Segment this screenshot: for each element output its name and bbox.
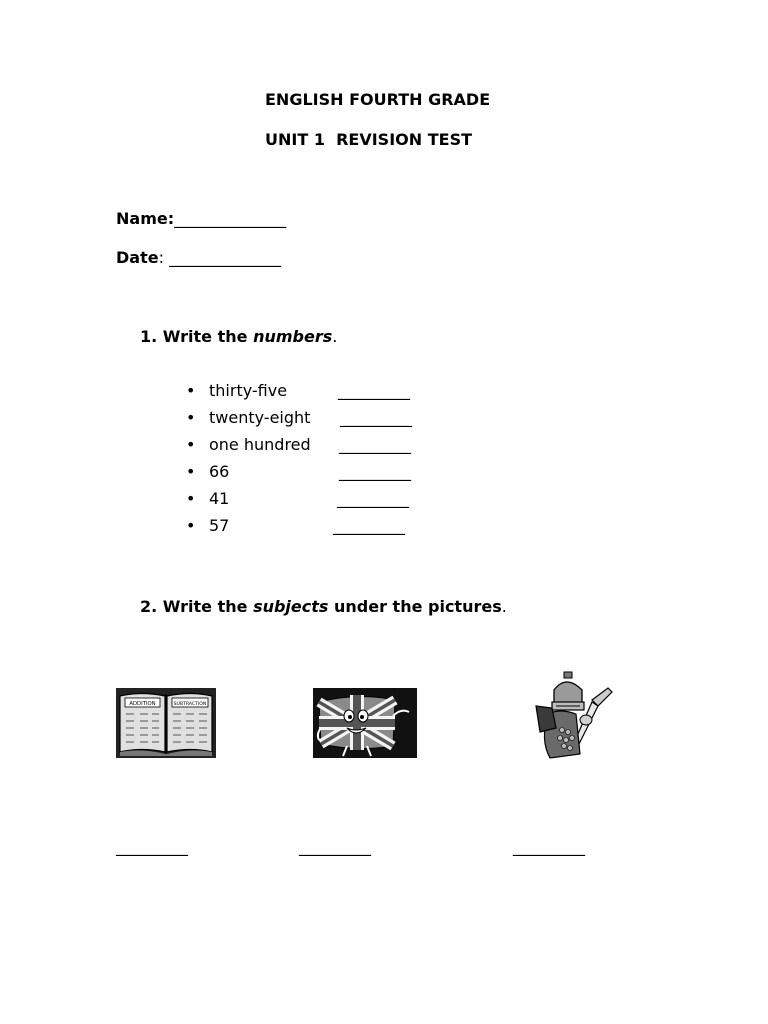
question-2-period: . [501, 597, 507, 616]
bullet: • [186, 462, 196, 481]
question-1-period: . [332, 327, 338, 346]
list-item [186, 381, 410, 400]
name-blank: ______________ [174, 209, 287, 228]
addition-page-label: ADDITION [129, 701, 156, 707]
date-field [116, 248, 281, 267]
question-2-text: Write the [157, 597, 254, 616]
item-label: 66 [209, 462, 230, 481]
bullet: • [186, 408, 196, 427]
item-label: thirty-five [209, 381, 288, 400]
list-item [186, 435, 411, 454]
bullet: • [186, 435, 196, 454]
question-1-keyword: numbers [253, 327, 333, 346]
answer-blank-3: _________ [513, 837, 585, 856]
bullet: • [186, 489, 196, 508]
math-book-icon [116, 688, 216, 758]
question-2-keyword: subjects [253, 597, 329, 616]
answer-blank: _________ [339, 462, 411, 481]
answer-blank: _________ [340, 408, 412, 427]
item-label: twenty-eight [209, 408, 311, 427]
answer-blank: _________ [339, 435, 411, 454]
date-blank: ______________ [169, 248, 282, 267]
page-title: ENGLISH FOURTH GRADE [265, 90, 491, 109]
answer-blank-2: _________ [299, 837, 371, 856]
question-2 [140, 597, 507, 616]
item-label: 41 [209, 489, 230, 508]
answer-blank: _________ [333, 516, 405, 535]
list-item [186, 516, 405, 535]
date-label: Date [116, 248, 159, 267]
question-2-number: 2. [140, 597, 158, 616]
british-flag-icon [313, 688, 417, 758]
subtraction-page-label: SUBTRACTION [173, 702, 207, 707]
name-field [116, 209, 286, 228]
question-1 [140, 327, 337, 346]
name-label: Name: [116, 209, 175, 228]
list-item [186, 408, 412, 427]
knight-history-icon [530, 670, 616, 760]
bullet: • [186, 516, 196, 535]
answer-blank: _________ [338, 381, 410, 400]
question-1-number: 1. [140, 327, 158, 346]
question-2-text-end: under the pictures [328, 597, 502, 616]
answer-blank-1: _________ [116, 837, 188, 856]
question-1-text: Write the [157, 327, 254, 346]
date-colon: : [158, 248, 170, 267]
answer-blank: _________ [337, 489, 409, 508]
bullet: • [186, 381, 196, 400]
list-item [186, 489, 409, 508]
list-item [186, 462, 411, 481]
item-label: one hundred [209, 435, 311, 454]
item-label: 57 [209, 516, 230, 535]
page-subtitle: UNIT 1 REVISION TEST [265, 130, 472, 149]
